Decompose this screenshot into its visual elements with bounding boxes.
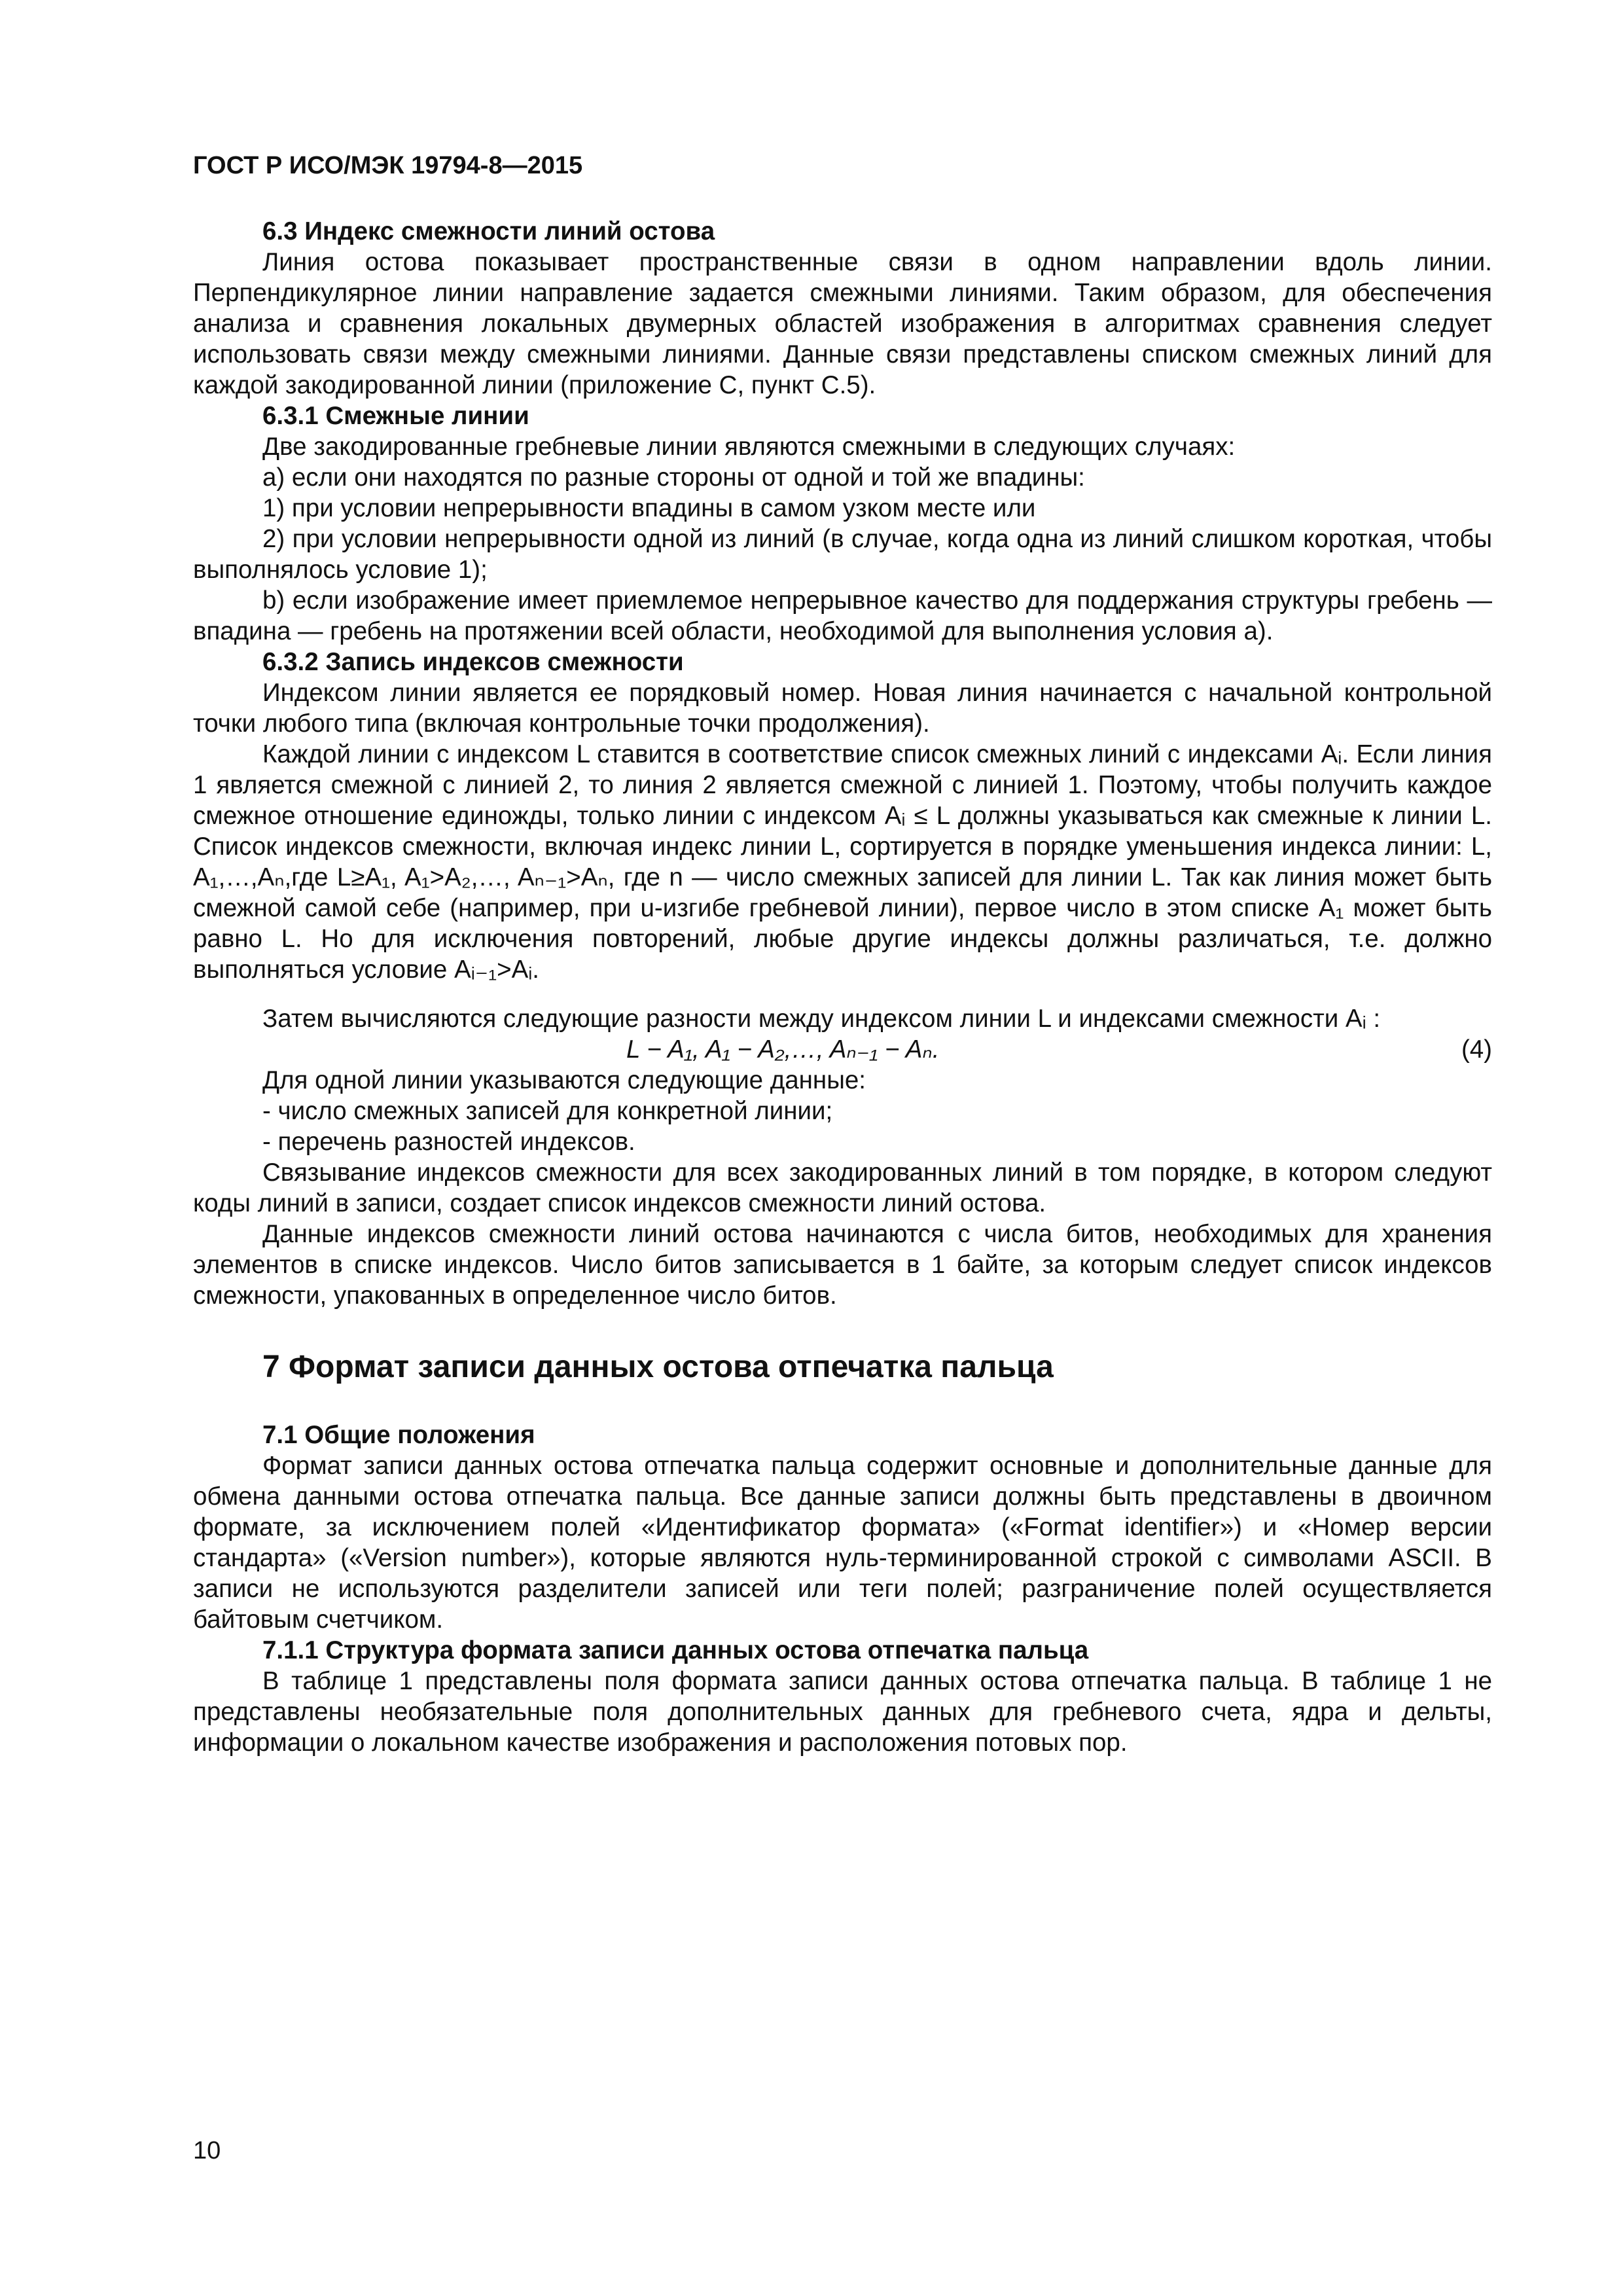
section-7-1-paragraph: Формат записи данных остова отпечатка пальца содержит основные и дополнительные данные для обмена данными остова отпечатка пальца. Все данные записи должны быть представлены в двоичном формате, за исключением полей «Идентификатор формата» («Format identifier») и «Номер версии стандарта» («Version number»), которые являются нуль-терминированной строкой с символами ASCII. В записи не используются разделители записей или теги полей; разграничение полей осуществляется байтовым счетчиком. bbox=[193, 1452, 1492, 1634]
section-7-1-1-heading: 7.1.1 Структура формата записи данных остова отпечатка пальца bbox=[262, 1636, 1089, 1664]
section-6-3-2-list-item-2: - перечень разностей индексов. bbox=[262, 1128, 635, 1156]
section-6-3-1-paragraph-3: 1) при условии непрерывности впадины в самом узком месте или bbox=[262, 494, 1036, 522]
formula-expression: L − A₁, A₁ − A₂,…, Aₙ₋₁ − Aₙ. bbox=[626, 1035, 940, 1064]
section-6-3-1-paragraph-2: а) если они находятся по разные стороны от одной и той же впадины: bbox=[262, 463, 1085, 492]
section-6-3-2-paragraph-4: Для одной линии указываются следующие данные: bbox=[262, 1066, 866, 1094]
section-6-3-2-paragraph-2: Каждой линии с индексом L ставится в соответствие список смежных линий с индексами Aᵢ. Если линия 1 является смежной с линией 2, то линия 2 является смежной с линией 1. Поэтому, чтобы получить каждое смежное отношение единожды, только линии с индексом Aᵢ ≤ L должны указываться как смежные к линии L. Список индексов смежности, включая индекс линии L, сортируется в порядке уменьшения индекса линии: L, A₁,…,Aₙ,где L≥A₁, A₁>A₂,…, Aₙ₋₁>Aₙ, где n — число смежных записей для линии L. Так как линия может быть смежной самой себе (например, при u-изгибе гребневой линии), первое число в этом списке A₁ может быть равно L. Но для исключения повторений, любые другие индексы должны различаться, т.е. должно выполняться условие Aᵢ₋₁>Aᵢ. bbox=[193, 740, 1492, 984]
section-6-3-1-paragraph-4: 2) при условии непрерывности одной из линий (в случае, когда одна из линий слишком короткая, чтобы выполнялось условие 1); bbox=[193, 525, 1492, 584]
section-6-3-1-heading: 6.3.1 Смежные линии bbox=[262, 402, 529, 430]
section-6-3-paragraph: Линия остова показывает пространственные связи в одном направлении вдоль линии. Перпендикулярное линии направление задается смежными линиями. Таким образом, для обеспечения анализа и сравнения локальных двумерных областей изображения в алгоритмах сравнения следует использовать связи между смежными линиями. Данные связи представлены списком смежных линий для каждой закодированной линии (приложение С, пункт С.5). bbox=[193, 248, 1492, 399]
section-7-heading: 7 Формат записи данных остова отпечатка пальца bbox=[262, 1350, 1054, 1384]
section-6-3-2-list-item-1: - число смежных записей для конкретной линии; bbox=[262, 1097, 833, 1125]
section-7-1-heading: 7.1 Общие положения bbox=[262, 1421, 535, 1449]
formula-number: (4) bbox=[1461, 1035, 1492, 1064]
section-7-1-1-paragraph: В таблице 1 представлены поля формата записи данных остова отпечатка пальца. В таблице 1 не представлены необязательные поля дополнительных данных для гребневого счета, ядра и дельты, информации о локальном качестве изображения и расположения потовых пор. bbox=[193, 1667, 1492, 1757]
document-header: ГОСТ Р ИСО/МЭК 19794-8—2015 bbox=[193, 152, 583, 179]
section-6-3-2-heading: 6.3.2 Запись индексов смежности bbox=[262, 648, 684, 676]
section-6-3-2-paragraph-8: Данные индексов смежности линий остова начинаются с числа битов, необходимых для хранения элементов в списке индексов. Число битов записывается в 1 байте, за которым следует список индексов смежности, упакованных в определенное число битов. bbox=[193, 1220, 1492, 1310]
section-6-3-2-paragraph-3: Затем вычисляются следующие разности между индексом линии L и индексами смежности Aᵢ : bbox=[262, 1005, 1381, 1033]
section-6-3-2-paragraph-7: Связывание индексов смежности для всех закодированных линий в том порядке, в котором следуют коды линий в записи, создает список индексов смежности линий остова. bbox=[193, 1158, 1492, 1217]
page-number: 10 bbox=[193, 2137, 221, 2164]
document-body bbox=[193, 216, 1492, 1758]
formula-4 bbox=[193, 1034, 1492, 1065]
section-6-3-1-paragraph-1: Две закодированные гребневые линии являются смежными в следующих случаях: bbox=[262, 433, 1236, 461]
section-6-3-1-paragraph-5: b) если изображение имеет приемлемое непрерывное качество для поддержания структуры гребень — впадина — гребень на протяжении всей области, необходимой для выполнения условия а). bbox=[193, 586, 1492, 645]
section-6-3-heading: 6.3 Индекс смежности линий остова bbox=[262, 217, 715, 245]
section-6-3-2-paragraph-1: Индексом линии является ее порядковый номер. Новая линия начинается с начальной контрольной точки любого типа (включая контрольные точки продолжения). bbox=[193, 679, 1492, 738]
